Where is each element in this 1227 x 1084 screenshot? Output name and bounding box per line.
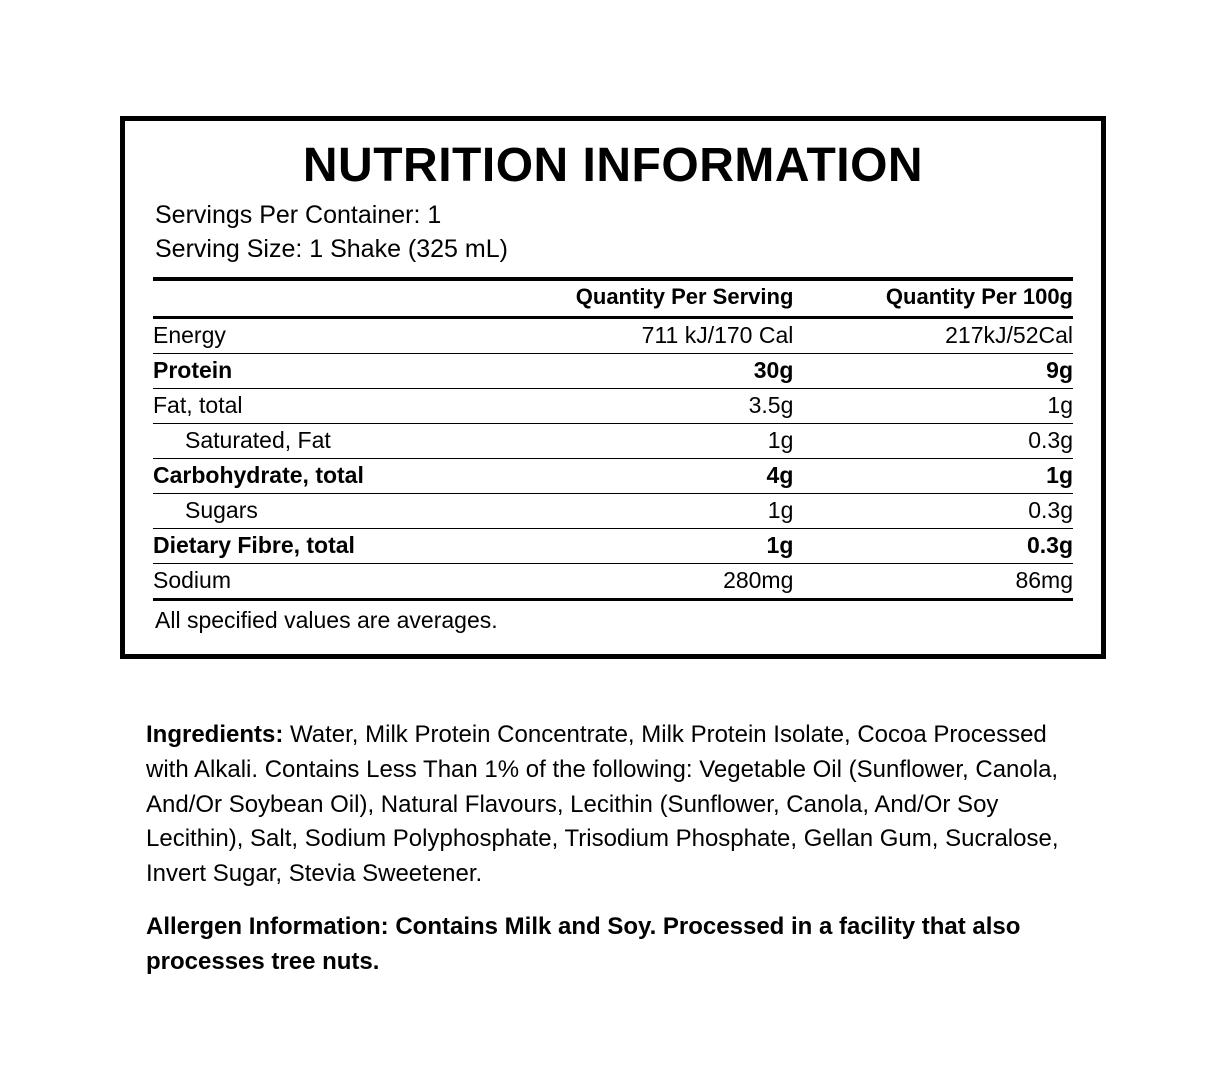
averages-footnote: All specified values are averages. <box>155 606 498 633</box>
ingredients-label: Ingredients: <box>146 721 284 748</box>
row-value-carbohydrate-total-per-100g: 1g <box>793 458 1073 493</box>
row-value-protein-per-100g: 9g <box>793 353 1073 388</box>
row-value-sugars-per-serving: 1g <box>468 493 793 528</box>
nutrition-information-panel <box>120 116 1106 659</box>
row-value-saturated-fat-per-serving: 1g <box>468 423 793 458</box>
nutrition-table-body <box>153 317 1073 599</box>
row-label-energy: Energy <box>153 317 468 353</box>
column-header-per-100g: Quantity Per 100g <box>793 279 1073 318</box>
row-value-sodium-per-100g: 86mg <box>793 563 1073 599</box>
servings-per-container: Servings Per Container: 1 <box>155 201 442 230</box>
ingredients-paragraph <box>146 718 1076 892</box>
row-value-fat-total-per-100g: 1g <box>793 388 1073 423</box>
table-row <box>153 493 1073 528</box>
row-value-fat-total-per-serving: 3.5g <box>468 388 793 423</box>
nutrition-table-head <box>153 279 1073 318</box>
ingredients-text: Water, Milk Protein Concentrate, Milk Protein Isolate, Cocoa Processed with Alkali. Contains Less Than 1% of the following: Vegetable Oil (Sunflower, Canola, And/Or Soybean Oil), Natural Flavours, Lecithin (Sunflower, Canola, And/Or Soy Lecithin), Salt, Sodium Polyphosphate, Trisodium Phosphate, Gellan Gum, Sucralose, Invert Sugar, Stevia Sweetener. <box>146 721 1059 888</box>
column-header-blank <box>153 279 468 318</box>
serving-size: Serving Size: 1 Shake (325 mL) <box>155 235 508 264</box>
row-value-sugars-per-100g: 0.3g <box>793 493 1073 528</box>
row-label-dietary-fibre-total: Dietary Fibre, total <box>153 528 468 563</box>
nutrition-table <box>153 277 1073 601</box>
row-value-energy-per-serving: 711 kJ/170 Cal <box>468 317 793 353</box>
column-header-per-serving: Quantity Per Serving <box>468 279 793 318</box>
row-value-protein-per-serving: 30g <box>468 353 793 388</box>
row-label-fat-total: Fat, total <box>153 388 468 423</box>
table-row <box>153 458 1073 493</box>
row-label-protein: Protein <box>153 353 468 388</box>
table-row <box>153 353 1073 388</box>
row-value-carbohydrate-total-per-serving: 4g <box>468 458 793 493</box>
row-label-sodium: Sodium <box>153 563 468 599</box>
row-value-dietary-fibre-per-100g: 0.3g <box>793 528 1073 563</box>
row-label-saturated-fat: Saturated, Fat <box>153 423 468 458</box>
table-row <box>153 528 1073 563</box>
table-header-row <box>153 279 1073 318</box>
row-value-dietary-fibre-per-serving: 1g <box>468 528 793 563</box>
row-value-sodium-per-serving: 280mg <box>468 563 793 599</box>
allergen-information: Allergen Information: Contains Milk and Soy. Processed in a facility that also processes tree nuts. <box>146 912 1021 975</box>
row-value-energy-per-100g: 217kJ/52Cal <box>793 317 1073 353</box>
row-label-sugars: Sugars <box>153 493 468 528</box>
table-row <box>153 563 1073 599</box>
page-title: NUTRITION INFORMATION <box>302 139 924 192</box>
ingredients-section <box>146 718 1076 998</box>
table-row <box>153 388 1073 423</box>
table-row <box>153 317 1073 353</box>
table-row <box>153 423 1073 458</box>
row-label-carbohydrate-total: Carbohydrate, total <box>153 458 468 493</box>
row-value-saturated-fat-per-100g: 0.3g <box>793 423 1073 458</box>
